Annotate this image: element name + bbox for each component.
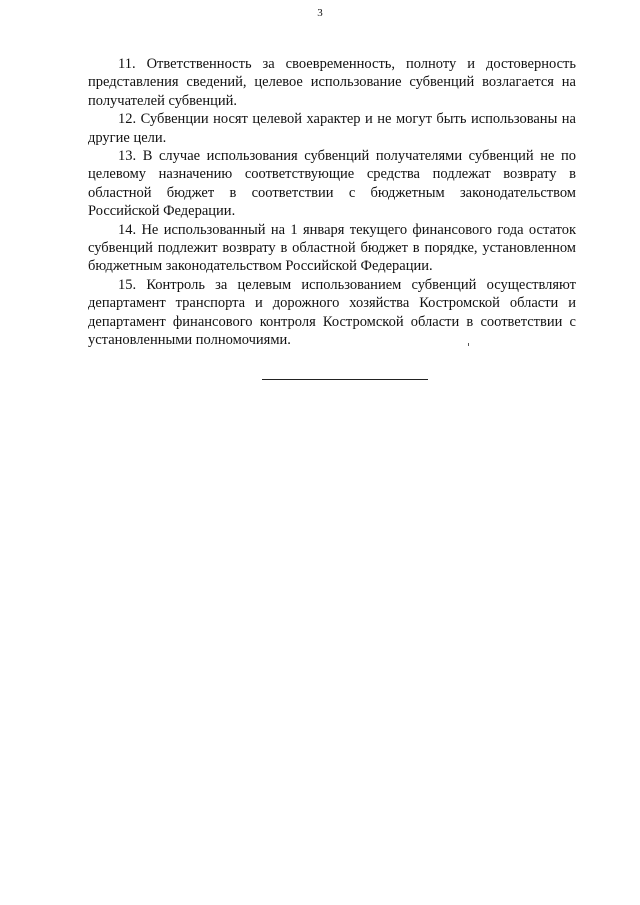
- end-of-document-rule: [262, 379, 428, 380]
- scan-mark: [468, 343, 469, 346]
- paragraph-11: 11. Ответственность за своевременность, полноту и достоверность представления сведений, целевое использование субвенций возлагается на получателей субвенций.: [88, 56, 576, 109]
- paragraph-13: 13. В случае использования субвенций получателями субвенций не по целевому назначению соответствующие средства подлежат возврату в областной бюджет в соответствии с бюджетным законодательством Российской Федерации.: [88, 148, 576, 220]
- document-body: [88, 55, 576, 350]
- paragraph-15: 15. Контроль за целевым использованием субвенций осуществляют департамент транспорта и дорожного хозяйства Костромской области и департамент финансового контроля Костромской области в соответствии с установленными полномочиями.: [88, 276, 576, 349]
- paragraph-12: 12. Субвенции носят целевой характер и не могут быть использованы на другие цели.: [88, 111, 576, 146]
- paragraph-14: 14. Не использованный на 1 января текущего финансового года остаток субвенций подлежит возврату в областной бюджет в порядке, установленном бюджетным законодательством Российской Федерации.: [88, 221, 576, 275]
- page-number: 3: [317, 7, 323, 19]
